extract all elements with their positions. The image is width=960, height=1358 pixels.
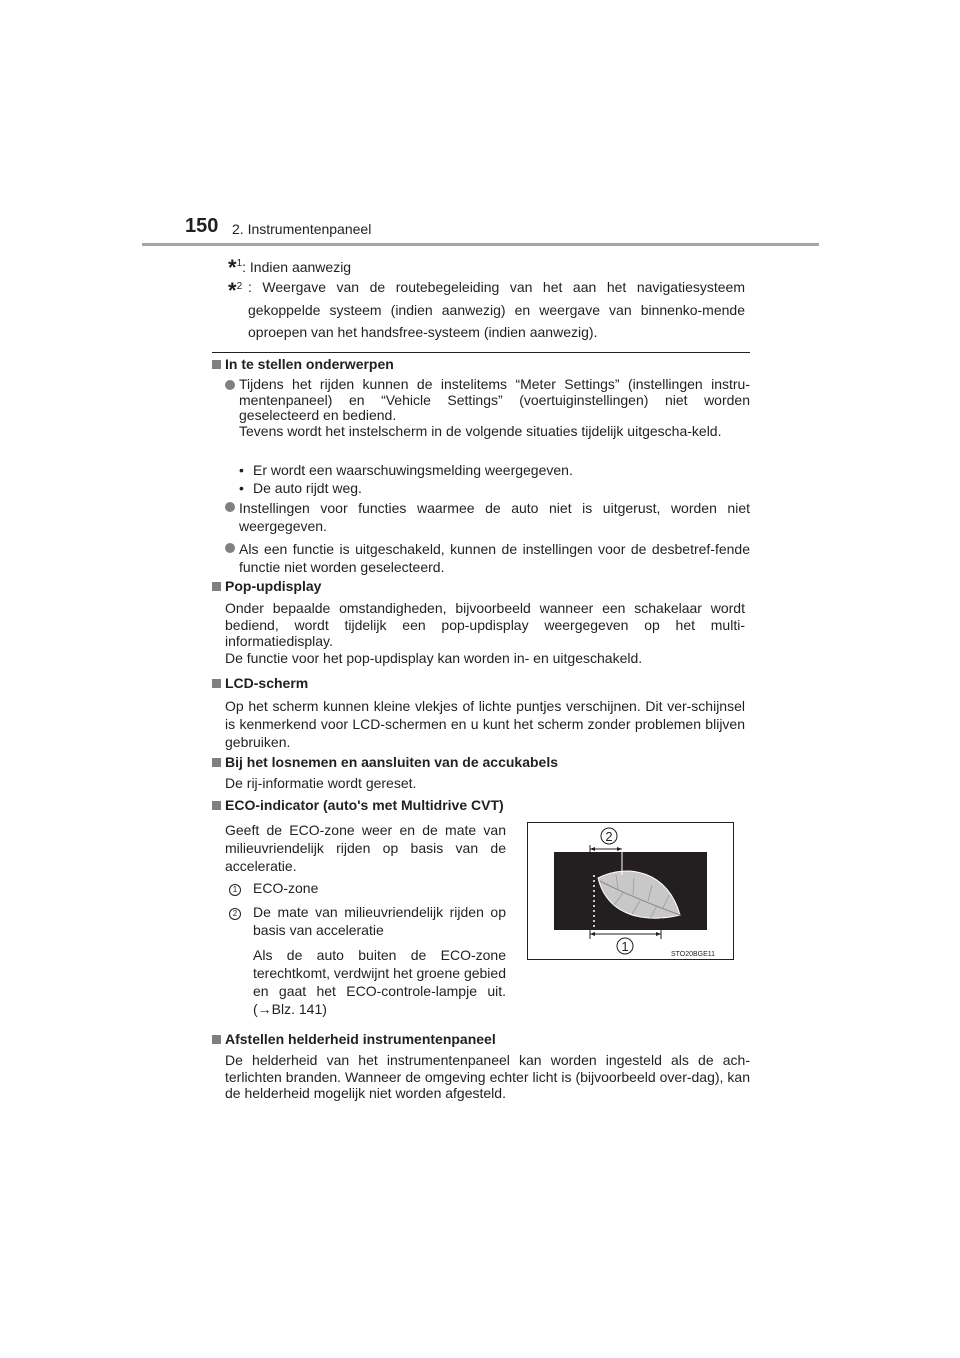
square-bullet-icon [212,758,221,767]
paragraph: De rij-informatie wordt gereset. [225,775,417,791]
eco-indicator-illustration [528,823,733,959]
callout-number-icon: 2 [229,908,241,920]
eco-note [253,946,506,1018]
settings-sub-bullet-1 [239,462,750,479]
page-number: 150 [185,215,219,237]
eco-item-1 [229,879,506,897]
sub-bullet-text: De auto rijdt weg. [253,480,362,496]
sub-bullet-icon: • [239,480,244,496]
paragraph: Op het scherm kunnen kleine vlekjes of lichte puntjes verschijnen. Dit ver-schijnsel is kenmerkend voor LCD-schermen en u kunt het scherm zonder problemen blijven gebruiken. [225,698,745,750]
settings-bullet-1 [239,377,750,439]
section-brightness [225,1032,750,1048]
bullet-text-continued: Tevens wordt het instelscherm in de volgende situaties tijdelijk uitgescha-keld. [239,422,722,439]
footnote-mark: * [228,255,237,280]
footnote-number: 2 [236,281,243,292]
footnote-2-mark [228,276,242,302]
lcd-text [225,697,745,751]
section-heading: In te stellen onderwerpen [225,356,394,372]
callout-2: 2 [605,829,613,844]
section-heading: LCD-scherm [225,675,309,691]
section-settings [225,357,750,373]
round-bullet-icon [225,543,235,553]
settings-bullet-2 [239,499,750,535]
paragraph: Geeft de ECO-zone weer en de mate van milieuvriendelijk rijden op basis van de acceleratie. [225,822,506,874]
bullet-text: Instellingen voor functies waarmee de auto niet is uitgerust, worden niet weergegeven. [239,500,750,534]
chapter-title: 2. Instrumentenpaneel [232,221,372,237]
footnote-number: 1 [236,258,243,269]
callout-1: 1 [621,939,629,954]
square-bullet-icon [212,679,221,688]
settings-bullet-3 [239,540,750,576]
paragraph: De helderheid van het instrumentenpaneel kan worden ingesteld als de ach-terlichten branden. Wanneer de omgeving echter licht is (bijvoorbeeld over-dag), kan de helderheid mogelijk niet worden afgesteld. [225,1052,750,1101]
section-battery [225,755,750,771]
square-bullet-icon [212,360,221,369]
section-heading: Bij het losnemen en aansluiten van de accukabels [225,754,559,770]
section-lcd [225,676,750,692]
bullet-text: Als een functie is uitgeschakeld, kunnen de instellingen voor de desbetref-fende functie niet worden geselecteerd. [239,541,750,575]
brightness-text [225,1052,750,1102]
square-bullet-icon [212,582,221,591]
round-bullet-icon [225,502,235,512]
paragraph: De functie voor het pop-updisplay kan worden in- en uitgeschakeld. [225,649,643,666]
paragraph: Als de auto buiten de ECO-zone terechtkomt, verdwijnt het groene gebied en gaat het ECO-controle-lampje uit. (→Blz. 141) [253,947,506,1017]
square-bullet-icon [212,1035,221,1044]
sub-bullet-icon: • [239,462,244,478]
figure-code: STO20BGE11 [670,951,716,958]
section-separator [212,352,750,353]
round-bullet-icon [225,380,235,390]
sub-bullet-text: Er wordt een waarschuwingsmelding weergegeven. [253,462,573,478]
section-popup [225,579,750,595]
callout-number-icon: 1 [229,884,241,896]
eco-item-2 [229,903,506,938]
footnote-mark: * [228,278,237,303]
item-text: ECO-zone [253,880,319,896]
item-text: De mate van milieuvriendelijk rijden op basis van acceleratie [253,904,506,938]
footnote-text: : Indien aanwezig [242,259,352,275]
eco-intro [225,821,506,875]
eco-indicator-figure [527,822,734,960]
square-bullet-icon [212,801,221,810]
bullet-text: Tijdens het rijden kunnen de instelitems “Meter Settings” (instellingen instru-mentenpaneel) en “Vehicle Settings” (voertuiginstellingen) niet worden geselecteerd en bediend. [239,376,750,423]
paragraph: Onder bepaalde omstandigheden, bijvoorbeeld wanneer een schakelaar wordt bediend, wordt tijdelijk een pop-updisplay weergegeven op het multi-informatiedisplay. [225,600,745,649]
header-rule [142,243,819,246]
section-eco [225,798,750,814]
section-heading: Pop-updisplay [225,578,322,594]
battery-text [225,776,745,792]
settings-sub-bullet-2 [239,480,750,497]
section-heading: Afstellen helderheid instrumentenpaneel [225,1031,496,1047]
section-heading: ECO-indicator (auto's met Multidrive CVT) [225,797,504,813]
popup-text [225,600,745,666]
footnote-2-text: : Weergave van de routebegeleiding van het aan het navigatiesysteem gekoppelde systeem (indien aanwezig) en weergave van binnenko-mende oproepen van het handsfree-systeem (indien aanwezig). [248,279,745,340]
